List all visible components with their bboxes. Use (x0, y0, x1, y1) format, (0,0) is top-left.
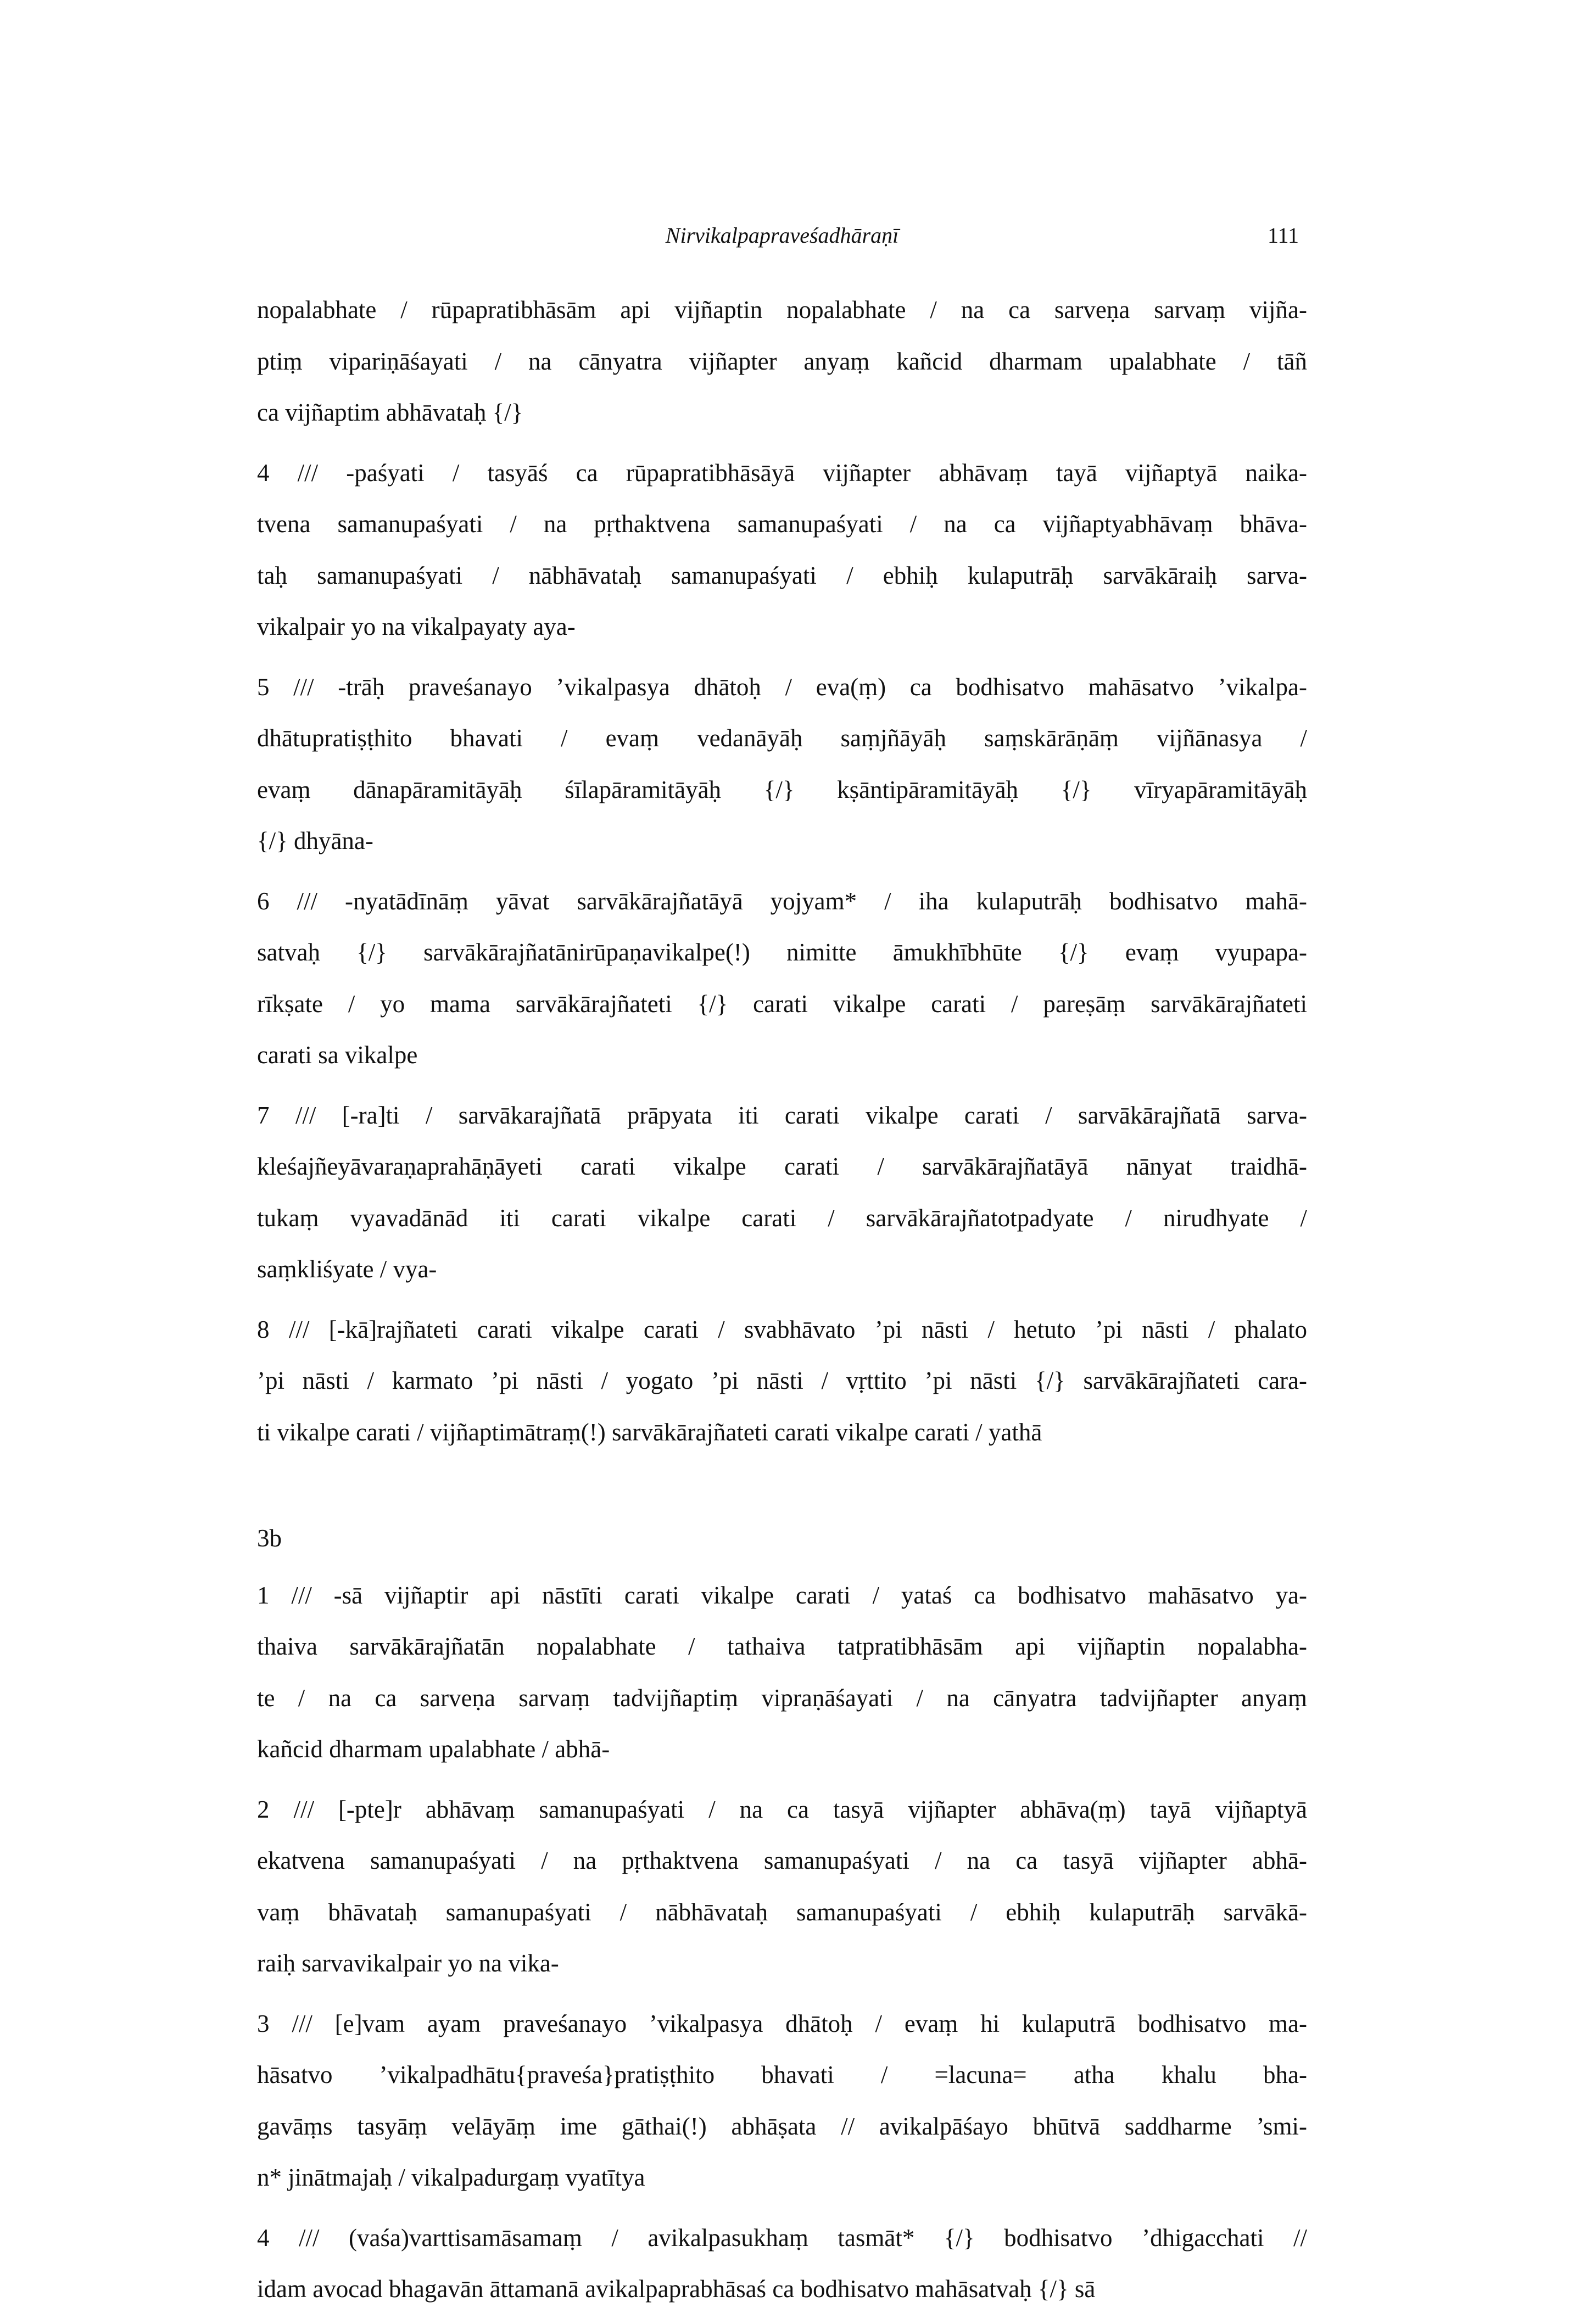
text-line: vaṃ bhāvataḥ samanupaśyati / nābhāvataḥ samanupaśyati / ebhiḥ kulaputrāḥ sarvākā- (257, 1898, 1307, 1926)
text-line: tukaṃ vyavadānād iti carati vikalpe carati / sarvākārajñatotpadyate / nirudhyate / (257, 1204, 1307, 1232)
text-line: raiḥ sarvavikalpair yo na vika- (257, 1949, 559, 1977)
paragraph (257, 1090, 1307, 1295)
text-line: evaṃ dānapāramitāyāḥ śīlapāramitāyāḥ {/} kṣāntipāramitāyāḥ {/} vīryapāramitāyāḥ (257, 775, 1307, 803)
page-body (257, 284, 1307, 2324)
text-line: saṃkliśyate / vya- (257, 1255, 437, 1283)
text-line: idam avocad bhagavān āttamanā avikalpaprabhāsaś ca bodhisatvo mahāsatvaḥ {/} sā (257, 2275, 1096, 2303)
text-line: rīkṣate / yo mama sarvākārajñateti {/} carati vikalpe carati / pareṣāṃ sarvākārajñateti (257, 990, 1307, 1018)
text-line: carati sa vikalpe (257, 1041, 418, 1069)
paragraph (257, 662, 1307, 867)
text-line: te / na ca sarveṇa sarvaṃ tadvijñaptiṃ vipraṇāśayati / na cānyatra tadvijñapter anyaṃ (257, 1684, 1307, 1712)
paragraph (257, 448, 1307, 653)
paragraph (257, 284, 1307, 439)
text-line: 4 /// -paśyati / tasyāś ca rūpapratibhāsāyā vijñapter abhāvaṃ tayā vijñaptyā naika- (257, 459, 1307, 487)
section-3a-text (257, 284, 1307, 1458)
text-line: nopalabhate / rūpapratibhāsām api vijñaptin nopalabhate / na ca sarveṇa sarvaṃ vijña- (257, 296, 1307, 323)
text-line: vikalpair yo na vikalpayaty aya- (257, 613, 576, 640)
running-header (257, 222, 1307, 255)
text-line: ekatvena samanupaśyati / na pṛthaktvena samanupaśyati / na ca tasyā vijñapter abhā- (257, 1847, 1307, 1874)
text-line: ptiṃ vipariṇāśayati / na cānyatra vijñapter anyaṃ kañcid dharmam upalabhate / tāñ (257, 347, 1307, 375)
text-line: 3 /// [e]vam ayam praveśanayo ’vikalpasya dhātoḥ / evaṃ hi kulaputrā bodhisatvo ma- (257, 2009, 1307, 2037)
text-line: gavāṃs tasyāṃ velāyāṃ ime gāthai(!) abhāṣata // avikalpāśayo bhūtvā saddharme ’smi- (257, 2112, 1307, 2140)
text-line: 1 /// -sā vijñaptir api nāstīti carati vikalpe carati / yataś ca bodhisatvo mahāsatvo ya- (257, 1581, 1307, 1609)
text-line: 8 /// [-kā]rajñateti carati vikalpe carati / svabhāvato ’pi nāsti / hetuto ’pi nāsti / phalato (257, 1315, 1307, 1343)
text-line: taḥ samanupaśyati / nābhāvataḥ samanupaśyati / ebhiḥ kulaputrāḥ sarvākāraiḥ sarva- (257, 561, 1307, 589)
text-line: 2 /// [-pte]r abhāvaṃ samanupaśyati / na ca tasyā vijñapter abhāva(ṃ) tayā vijñaptyā (257, 1795, 1307, 1823)
text-line: dhātupratiṣṭhito bhavati / evaṃ vedanāyāḥ saṃjñāyāḥ saṃskārāṇāṃ vijñānasya / (257, 724, 1307, 752)
section-label: 3b (257, 1524, 282, 1552)
paragraph (257, 1304, 1307, 1459)
text-line: kañcid dharmam upalabhate / abhā- (257, 1735, 610, 1763)
text-line: 4 /// (vaśa)varttisamāsamaṃ / avikalpasukhaṃ tasmāt* {/} bodhisatvo ’dhigacchati // (257, 2224, 1307, 2252)
text-line: ’pi nāsti / karmato ’pi nāsti / yogato ’pi nāsti / vṛttito ’pi nāsti {/} sarvākārajñateti cara- (257, 1367, 1307, 1394)
text-line: thaiva sarvākārajñatān nopalabhate / tathaiva tatpratibhāsām api vijñaptin nopalabha- (257, 1633, 1307, 1660)
text-line: 6 /// -nyatādīnāṃ yāvat sarvākārajñatāyā yojyam* / iha kulaputrāḥ bodhisatvo mahā- (257, 887, 1307, 915)
text-line: satvaḥ {/} sarvākārajñatānirūpaṇavikalpe(!) nimitte āmukhībhūte {/} evaṃ vyupapa- (257, 938, 1307, 966)
paragraph (257, 1998, 1307, 2204)
paragraph (257, 2213, 1307, 2315)
text-line: ca vijñaptim abhāvataḥ {/} (257, 399, 523, 426)
text-line: {/} dhyāna- (257, 827, 373, 854)
text-line: tvena samanupaśyati / na pṛthaktvena samanupaśyati / na ca vijñaptyabhāvaṃ bhāva- (257, 510, 1307, 538)
text-line: 7 /// [-ra]ti / sarvākarajñatā prāpyata iti carati vikalpe carati / sarvākārajñatā sarva- (257, 1101, 1307, 1129)
text-line: hāsatvo ’vikalpadhātu{praveśa}pratiṣṭhito bhavati / =lacuna= atha khalu bha- (257, 2061, 1307, 2088)
text-line: 5 /// -trāḥ praveśanayo ’vikalpasya dhātoḥ / eva(ṃ) ca bodhisatvo mahāsatvo ’vikalpa- (257, 673, 1307, 701)
paragraph (257, 1784, 1307, 1990)
section-3b-text (257, 1570, 1307, 2315)
paragraph (257, 876, 1307, 1081)
text-line: kleśajñeyāvaraṇaprahāṇāyeti carati vikalpe carati / sarvākārajñatāyā nānyat traidhā- (257, 1153, 1307, 1180)
paragraph (257, 1570, 1307, 1775)
page-number: 111 (1267, 223, 1299, 248)
text-line: n* jinātmajaḥ / vikalpadurgaṃ vyatītya (257, 2164, 645, 2191)
running-title: Nirvikalpapraveśadhāraṇī (665, 223, 899, 248)
text-line: ti vikalpe carati / vijñaptimātraṃ(!) sarvākārajñateti carati vikalpe carati / yathā (257, 1418, 1042, 1446)
